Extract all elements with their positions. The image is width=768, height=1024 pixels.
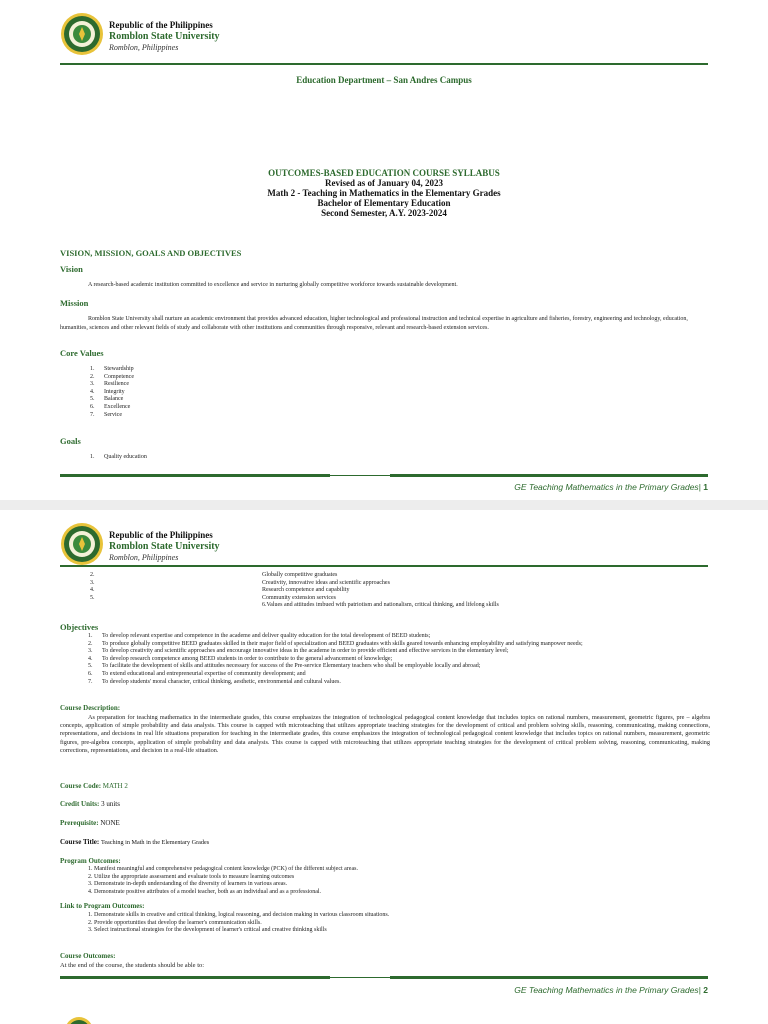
list-item: 3. To develop creativity and scientific approaches and encourage innovative ideas in the academe in order to provide efficient and effective services in the elementary level; (88, 648, 509, 655)
list-item: 1. Stewardship (90, 366, 134, 372)
university-name: Romblon State University (109, 541, 220, 552)
course-outcomes-heading: Course Outcomes: (60, 952, 116, 960)
footer-thin-line (330, 977, 390, 978)
list-item: 4. Integrity (90, 388, 125, 395)
footer-course-title: GE Teaching Mathematics in the Primary Grades| (514, 985, 701, 995)
course-description-text: As preparation for teaching mathematics in the intermediate grades, this course emphasizes the integration of technological pedagogical content knowledge that includes topics on rational numbers, measurement, geometric figures, pre – algebra concepts, application of simple probability and data analysis. This course is capped with microteaching that utilizes appropriate teaching strategies for the development of critical and problem solving skills, reasoning, communicating, making connections, representations, and decisions in real life situations preparation for teaching in the intermediate grades, this course emphasizes the integration of technological pedagogical content knowledge that includes topics on rational numbers, measurement, geometric figures, pre-algebra concepts, application of simple probability and data analysis. This course is capped with microteaching that utilizes appropriate teaching strategies for the development of critical problem solving, reasoning, communicating, making corrections, representations, and decision in a real-life situation. (60, 714, 710, 754)
syllabus-title-block (0, 168, 768, 218)
list-item: 2. To produce globally competitive BEED graduates skilled in their major field of specialization and BEED graduates with skills geared towards enhancing employability and satisfying manpower needs; (88, 640, 583, 647)
course-code-value: MATH 2 (102, 782, 128, 790)
credit-units-label: Credit Units: (60, 800, 100, 808)
university-seal-icon (64, 1016, 94, 1024)
objectives-heading: Objectives (60, 622, 99, 632)
vision-heading: Vision (60, 264, 83, 274)
list-item: 1. Manifest meaningful and comprehensive pedagogical content knowledge (PCK) of the different subject areas. (88, 866, 358, 872)
page-footer (514, 482, 708, 492)
republic-line: Republic of the Philippines (109, 530, 213, 540)
list-item: 2. Provide opportunities that develop the learner's communication skills. (88, 919, 262, 926)
footer-course-title: GE Teaching Mathematics in the Primary Grades| (514, 482, 701, 492)
credit-units-value: 3 units (101, 800, 120, 808)
vision-text: A research-based academic institution committed to excellence and service in nurturing globally competitive workforce towards sustainable development. (88, 282, 458, 288)
title-line: Second Semester, A.Y. 2023-2024 (321, 208, 447, 218)
course-title-row (60, 838, 209, 846)
prerequisite-row (60, 819, 120, 827)
list-item: 4. Demonstrate positive attributes of a model teacher, both as an individual and as a professional. (88, 888, 322, 895)
footer-bar-left (60, 474, 330, 477)
title-line: Math 2 - Teaching in Mathematics in the Elementary Grades (267, 188, 501, 198)
list-item: 7. Service (90, 411, 122, 418)
goals-list (90, 454, 147, 462)
list-item: 3. Resilience (90, 381, 129, 388)
core-values-heading: Core Values (60, 348, 104, 358)
page-gap (0, 500, 768, 510)
header-rule (60, 63, 708, 65)
list-item: 5. To facilitate the development of skills and attitudes necessary for success of the Pre-service Elementary teachers who shall be employable locally and abroad; (88, 663, 481, 670)
course-title-label: Course Title: (60, 838, 100, 846)
footer-bar-right (390, 474, 708, 477)
course-outcomes-intro: At the end of the course, the students should be able to: (60, 962, 205, 969)
core-values-list (90, 366, 134, 419)
prerequisite-label: Prerequisite: (60, 819, 99, 827)
program-outcomes-heading: Program Outcomes: (60, 857, 121, 865)
university-location: Romblon, Philippines (109, 553, 179, 562)
program-outcomes-list (88, 866, 358, 896)
list-item: 3. Select instructional strategies for the development of learner's critical and creative thinking skills (88, 927, 327, 934)
footer-bar-right (390, 976, 708, 979)
link-outcomes-list (88, 912, 389, 935)
title-line: Revised as of January 04, 2023 (324, 178, 443, 188)
title-line: OUTCOMES-BASED EDUCATION COURSE SYLLABUS (268, 168, 500, 178)
list-item: 7. To develop students' moral character, critical thinking, aesthetic, environmental and cultural values. (88, 678, 341, 685)
list-item: 6. Excellence (90, 403, 131, 410)
list-item: 6. To extend educational and entrepreneurial expertise of community development; and (88, 670, 306, 677)
list-item: 1. Demonstrate skills in creative and critical thinking, logical reasoning, and decision making in various classroom situations. (88, 912, 390, 918)
university-location: Romblon, Philippines (109, 43, 179, 52)
header-rule (60, 565, 708, 567)
list-item: 1. To develop relevant expertise and competence in the academe and deliver quality education for the total development of BEED students; (88, 633, 431, 639)
republic-line: Republic of the Philippines (109, 20, 213, 30)
list-item: 2. Competence (90, 373, 134, 380)
credit-units-row (60, 800, 120, 808)
list-item: 2. Utilize the appropriate assessment and evaluate tools to measure learning outcomes (88, 873, 295, 880)
list-item: 4. To develop research competence among BEED students in order to contribute to the general advancement of knowledge; (88, 655, 393, 662)
page-number: 2 (703, 985, 708, 995)
course-code-row (60, 782, 128, 790)
list-item: 5. Balance (90, 396, 124, 403)
university-name: Romblon State University (109, 31, 220, 42)
university-seal-icon (60, 522, 104, 566)
goals-heading: Goals (60, 436, 81, 446)
prerequisite-value: NONE (100, 819, 120, 827)
page-footer (514, 985, 708, 995)
section-heading-vmgo: VISION, MISSION, GOALS AND OBJECTIVES (60, 248, 242, 258)
list-item: 3. Demonstrate in-depth understanding of the diversity of learners in various areas. (88, 881, 288, 888)
course-description-heading: Course Description: (60, 704, 121, 712)
footer-thin-line (330, 475, 390, 476)
page-number: 1 (703, 482, 708, 492)
mission-text: Romblon State University shall nurture an academic environment that provides advanced education, higher technological and professional instruction and technical expertise in agriculture and fisheries, forestry, engineering and technology, education, humanities, sciences and other relevant fields of study and collaborate with other institutions and communities through responsive, relevant and research-based extension services. (60, 316, 688, 331)
link-outcomes-heading: Link to Program Outcomes: (60, 902, 145, 910)
footer-bar-left (60, 976, 330, 979)
objectives-list (88, 633, 728, 686)
university-seal-icon (60, 12, 104, 56)
list-item: 1. Quality education (90, 454, 147, 460)
department-line: Education Department – San Andres Campus (296, 75, 472, 85)
mission-heading: Mission (60, 298, 89, 308)
course-code-label: Course Code: (60, 782, 102, 790)
course-title-value: Teaching in Math in the Elementary Grades (100, 839, 210, 846)
syllabus-page-1 (0, 0, 768, 500)
title-line: Bachelor of Elementary Education (317, 198, 451, 208)
